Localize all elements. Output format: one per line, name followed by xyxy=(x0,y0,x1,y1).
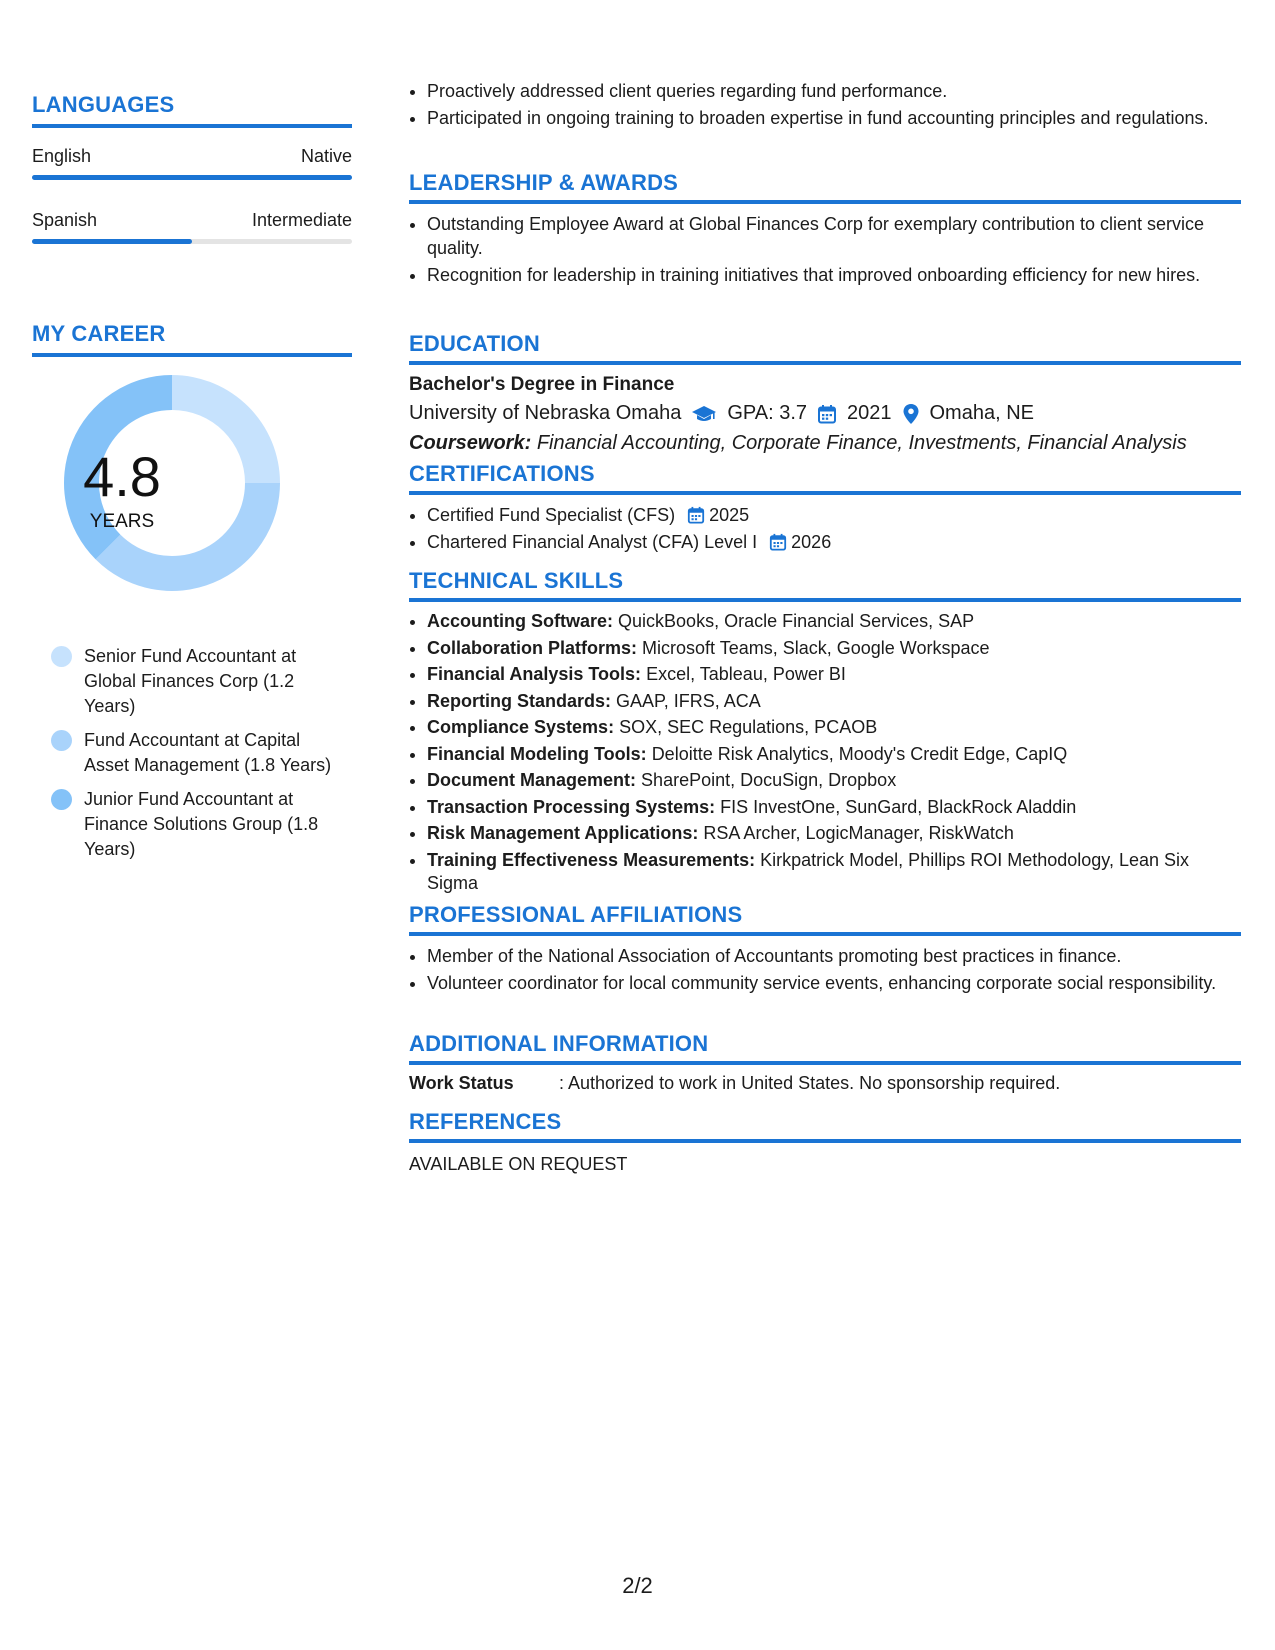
leadership-list xyxy=(409,212,1227,287)
career-legend-label: Junior Fund Accountant at Finance Solutions Group (1.8 Years) xyxy=(84,789,319,859)
skill-label: Financial Modeling Tools: xyxy=(427,743,647,764)
career-legend-item xyxy=(51,644,341,719)
calendar-icon xyxy=(817,404,837,424)
skill-value: Deloitte Risk Analytics, Moody's Credit Edge, CapIQ xyxy=(651,743,1068,764)
certification-year: 2025 xyxy=(709,505,750,525)
certifications-heading: CERTIFICATIONS xyxy=(409,461,1241,495)
career-section xyxy=(32,321,352,859)
skill-value: RSA Archer, LogicManager, RiskWatch xyxy=(703,823,1014,843)
coursework-label: Coursework: xyxy=(409,432,532,454)
affiliations-heading: PROFESSIONAL AFFILIATIONS xyxy=(409,902,1241,936)
list-item xyxy=(427,663,1227,687)
career-total-unit: YEARS xyxy=(89,511,155,532)
affiliations-list xyxy=(409,944,1227,995)
gpa-value: GPA: 3.7 xyxy=(727,402,807,424)
list-item: • Volunteer coordinator for local community service events, enhancing corporate social responsibility. xyxy=(427,971,1227,995)
list-item xyxy=(427,690,1227,714)
list-item: • Proactively addressed client queries regarding fund performance. xyxy=(427,79,1227,103)
location-pin-icon xyxy=(902,403,920,425)
skill-label: Financial Analysis Tools: xyxy=(427,664,642,684)
list-item xyxy=(427,849,1227,896)
skill-value: GAAP, IFRS, ACA xyxy=(616,690,761,711)
leadership-section xyxy=(409,170,1241,290)
references-heading: REFERENCES xyxy=(409,1109,1241,1143)
list-item xyxy=(427,716,1227,740)
leadership-heading: LEADERSHIP & AWARDS xyxy=(409,170,1241,204)
career-donut-chart xyxy=(32,375,352,615)
languages-heading: LANGUAGES xyxy=(32,92,352,128)
skills-list xyxy=(409,610,1227,896)
language-name: English xyxy=(32,146,92,166)
education-details xyxy=(409,402,1241,425)
list-item xyxy=(427,743,1227,767)
list-item xyxy=(427,637,1227,661)
certification-year: 2026 xyxy=(791,532,832,552)
list-item xyxy=(427,610,1227,634)
degree-title: Bachelor's Degree in Finance xyxy=(409,374,675,395)
graduation-cap-icon xyxy=(691,404,717,424)
experience-continued-list xyxy=(409,79,1227,133)
school-location: Omaha, NE xyxy=(929,402,1034,424)
list-item: • Participated in ongoing training to broaden expertise in fund accounting principles and regulations. xyxy=(427,106,1227,130)
references-text: AVAILABLE ON REQUEST xyxy=(409,1154,628,1174)
career-legend-label: Senior Fund Accountant at Global Finances Corp (1.2 Years) xyxy=(84,646,297,716)
skill-label: Training Effectiveness Measurements: xyxy=(427,849,756,870)
legend-dot-icon xyxy=(51,646,72,667)
skills-heading: TECHNICAL SKILLS xyxy=(409,568,1241,602)
skills-section xyxy=(409,568,1241,899)
languages-section xyxy=(32,92,352,244)
skill-value: Microsoft Teams, Slack, Google Workspace xyxy=(642,637,990,658)
education-section xyxy=(409,331,1241,455)
additional-info-heading: ADDITIONAL INFORMATION xyxy=(409,1031,1241,1065)
career-legend-item xyxy=(51,728,341,778)
language-bar-fill xyxy=(32,175,352,180)
certifications-section xyxy=(409,461,1241,557)
legend-dot-icon xyxy=(51,789,72,810)
language-bar-fill xyxy=(32,239,192,244)
coursework-list: Financial Accounting, Corporate Finance, Investments, Financial Analysis xyxy=(536,432,1187,454)
work-status-value: : Authorized to work in United States. No sponsorship required. xyxy=(559,1073,1061,1093)
list-item: • Outstanding Employee Award at Global Finances Corp for exemplary contribution to client service quality. xyxy=(427,212,1227,260)
certification-name: • Chartered Financial Analyst (CFA) Level I xyxy=(427,532,758,552)
language-name: Spanish xyxy=(32,210,98,230)
certification-name: • Certified Fund Specialist (CFS) xyxy=(427,505,676,525)
graduation-year: 2021 xyxy=(847,402,892,424)
language-item xyxy=(32,146,352,180)
skill-label: Reporting Standards: xyxy=(427,690,612,711)
career-total-value: 4.8 xyxy=(83,445,161,508)
career-legend xyxy=(51,644,341,862)
list-item xyxy=(427,796,1227,820)
language-level: Intermediate xyxy=(251,210,352,230)
list-item: • Member of the National Association of Accountants promoting best practices in finance. xyxy=(427,944,1227,968)
skill-label: Document Management: xyxy=(427,770,637,790)
skill-value: QuickBooks, Oracle Financial Services, SAP xyxy=(618,611,975,631)
calendar-icon xyxy=(769,533,787,551)
skill-label: Transaction Processing Systems: xyxy=(427,796,716,817)
language-bar xyxy=(32,175,352,180)
skill-value: SharePoint, DocuSign, Dropbox xyxy=(641,770,897,790)
education-heading: EDUCATION xyxy=(409,331,1241,365)
skill-label: Compliance Systems: xyxy=(427,717,615,737)
skill-value: Excel, Tableau, Power BI xyxy=(646,664,846,684)
skill-value: SOX, SEC Regulations, PCAOB xyxy=(619,717,878,737)
additional-info-section xyxy=(409,1031,1241,1094)
list-item xyxy=(427,822,1227,846)
coursework xyxy=(409,432,1241,455)
page-number: 2/2 xyxy=(622,1573,653,1598)
skill-label: Collaboration Platforms: xyxy=(427,637,638,658)
work-status-row xyxy=(409,1073,1241,1094)
list-item xyxy=(427,530,1241,554)
references-section xyxy=(409,1109,1241,1175)
list-item: • Recognition for leadership in training initiatives that improved onboarding efficiency for new hires. xyxy=(427,263,1227,287)
list-item xyxy=(427,769,1227,793)
language-item xyxy=(32,210,352,244)
school-name: University of Nebraska Omaha xyxy=(409,402,682,424)
affiliations-section xyxy=(409,902,1241,998)
skill-value: FIS InvestOne, SunGard, BlackRock Aladdin xyxy=(720,796,1077,817)
skill-value: Kirkpatrick Model, Phillips ROI Methodology, Lean Six Sigma xyxy=(427,849,1189,893)
list-item xyxy=(427,503,1241,527)
career-legend-label: Fund Accountant at Capital Asset Management (1.8 Years) xyxy=(84,730,332,775)
legend-dot-icon xyxy=(51,730,72,751)
language-bar xyxy=(32,239,352,244)
language-level: Native xyxy=(300,146,352,166)
career-legend-item xyxy=(51,787,341,862)
work-status-label: Work Status xyxy=(409,1073,514,1093)
career-heading: MY CAREER xyxy=(32,321,352,357)
certifications-list xyxy=(409,503,1241,554)
skill-label: Risk Management Applications: xyxy=(427,823,699,843)
calendar-icon xyxy=(687,506,705,524)
skill-label: Accounting Software: xyxy=(427,611,614,631)
